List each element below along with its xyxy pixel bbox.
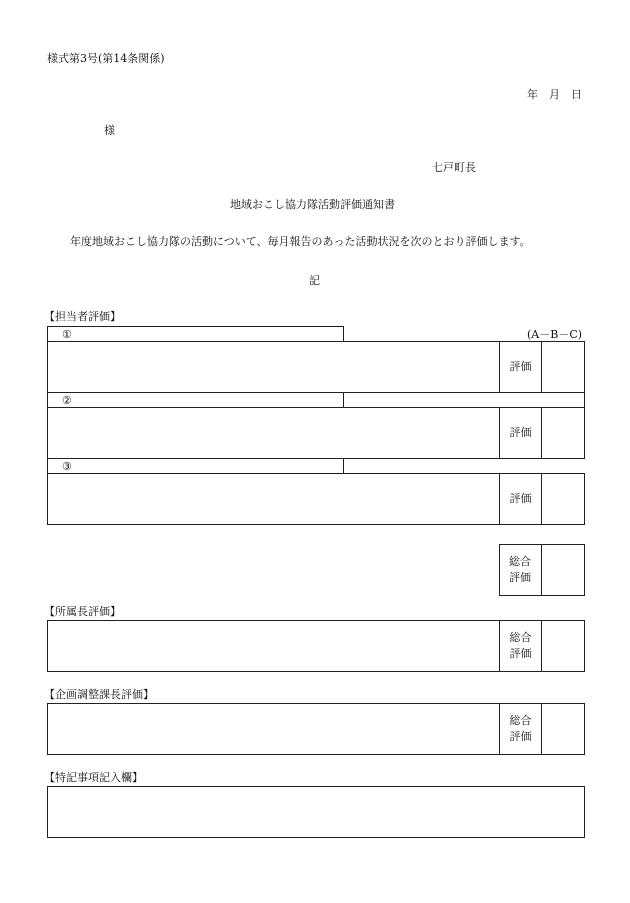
tokki-content-box[interactable]	[47, 786, 585, 838]
shozoku-heading: 【所属長評価】	[44, 605, 121, 618]
item-3-header	[47, 458, 344, 474]
kikaku-eval-label: 総合 評価	[499, 704, 542, 754]
tokki-heading: 【特記事項記入欄】	[44, 771, 143, 784]
kikaku-heading: 【企画調整課長評価】	[44, 688, 154, 701]
item-2-mark: ②	[62, 394, 72, 407]
item-3-eval-label: 評価	[499, 474, 542, 524]
document-title: 地域おこし協力隊活動評価通知書	[230, 198, 395, 211]
item-1-header	[47, 326, 344, 342]
ki-mark: 記	[309, 274, 320, 287]
intro-text: 年度地域おこし協力隊の活動について、毎月報告のあった活動状況を次のとおり評価します。	[70, 235, 531, 248]
tanto-total-label: 総合 評価	[499, 545, 542, 595]
item-1-mark: ①	[62, 328, 72, 341]
tanto-heading: 【担当者評価】	[44, 310, 121, 323]
item-2-eval-label: 評価	[499, 408, 542, 458]
date-field: 年 月 日	[527, 88, 582, 101]
scale-note: (A－B－C)	[527, 328, 583, 341]
addressee: 様	[104, 124, 115, 137]
issuer: 七戸町長	[432, 161, 476, 174]
item-2-header	[47, 392, 585, 408]
shozoku-eval-label: 総合 評価	[499, 621, 542, 671]
item-3-mark: ③	[62, 460, 72, 473]
item-1-eval-label: 評価	[499, 342, 542, 392]
form-number: 様式第3号(第14条関係)	[47, 52, 165, 65]
